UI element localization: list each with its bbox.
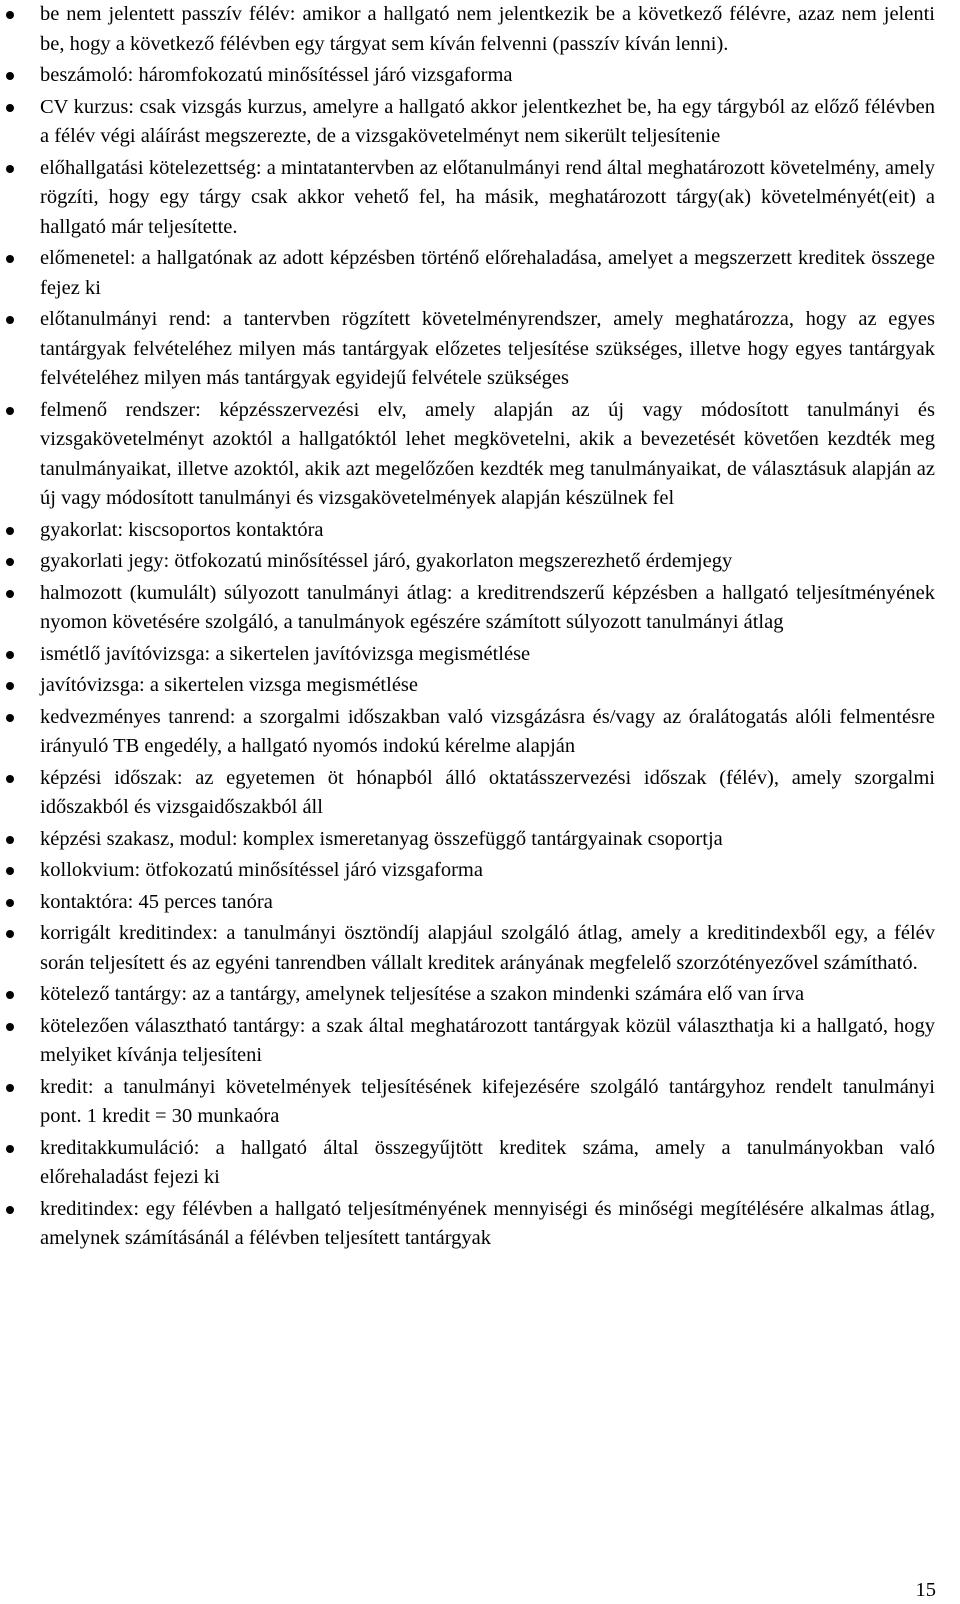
glossary-item-text: korrigált kreditindex: a tanulmányi ösztöndíj alapjául szolgáló átlag, amely a kreditindexből egy, a félév során teljesített és az egyéni tanrendben vállalt kreditek arányának megfelelő szorzótényezővel számítható. [40, 922, 935, 974]
bullet-icon [6, 930, 14, 938]
glossary-item-text: kredit: a tanulmányi követelmények teljesítésének kifejezésére szolgáló tantárgyhoz rendelt tanulmányi pont. 1 kredit = 30 munkaóra [40, 1075, 935, 1127]
glossary-item [40, 764, 935, 823]
glossary-item-text: CV kurzus: csak vizsgás kurzus, amelyre a hallgató akkor jelentkezhet be, ha egy tárgyból az előző félévben a félév végi aláírást megszerezte, de a vizsgakövetelményt nem sikerült teljesítenie [40, 95, 935, 147]
glossary-item-text: előhallgatási kötelezettség: a mintatantervben az előtanulmányi rend által meghatározott követelmény, amely rögzíti, hogy egy tárgy csak akkor vehető fel, ha másik, meghatározott tárgy(ak) követelményét(eit) a hallgató már teljesítette. [40, 156, 935, 238]
glossary-item-text: képzési szakasz, modul: komplex ismeretanyag összefüggő tantárgyainak csoportja [40, 827, 723, 850]
glossary-item-text: ismétlő javítóvizsga: a sikertelen javítóvizsga megismétlése [40, 642, 531, 665]
bullet-icon [6, 1084, 14, 1092]
bullet-icon [6, 104, 14, 112]
glossary-item-text: képzési időszak: az egyetemen öt hónapból álló oktatásszervezési időszak (félév), amely szorgalmi időszakból és vizsgaidőszakból áll [40, 766, 935, 818]
glossary-item [40, 640, 935, 670]
glossary-item-text: kötelezően választható tantárgy: a szak által meghatározott tantárgyak közül választhatja ki a hallgató, hogy melyiket kívánja teljesíteni [40, 1014, 935, 1066]
bullet-icon [6, 165, 14, 173]
bullet-icon [6, 836, 14, 844]
bullet-icon [6, 407, 14, 415]
bullet-icon [6, 991, 14, 999]
glossary-item [40, 244, 935, 303]
bullet-icon [6, 1023, 14, 1031]
glossary-item [40, 856, 935, 886]
glossary-item-text: kedvezményes tanrend: a szorgalmi időszakban való vizsgázásra és/vagy az óralátogatás alóli felmentésre irányuló TB engedély, a hallgató nyomós indokú kérelme alapján [40, 705, 935, 757]
glossary-item-text: kötelező tantárgy: az a tantárgy, amelynek teljesítése a szakon mindenki számára elő van írva [40, 983, 805, 1005]
bullet-icon [6, 651, 14, 659]
glossary-item [40, 1012, 935, 1071]
bullet-icon [6, 682, 14, 690]
glossary-item [40, 305, 935, 394]
bullet-icon [6, 72, 14, 80]
glossary-item-text: halmozott (kumulált) súlyozott tanulmányi átlag: a kreditrendszerű képzésben a hallgató teljesítményének nyomon követésére szolgáló, a tanulmányok egészére számított súlyozott tanulmányi átlag [40, 581, 935, 633]
bullet-icon [6, 255, 14, 263]
glossary-item [40, 825, 935, 855]
glossary-item-text: kontaktóra: 45 perces tanóra [40, 890, 273, 913]
glossary-item [40, 671, 935, 701]
glossary-item-text: gyakorlati jegy: ötfokozatú minősítéssel járó, gyakorlaton megszerezhető érdemjegy [40, 550, 733, 572]
glossary-item-text: kollokvium: ötfokozatú minősítéssel járó vizsgaforma [40, 859, 483, 881]
glossary-item [40, 547, 935, 577]
bullet-icon [6, 11, 14, 19]
glossary-item [40, 919, 935, 978]
bullet-icon [6, 527, 14, 535]
glossary-item [40, 1195, 935, 1254]
bullet-icon [6, 775, 14, 783]
glossary-item-text: felmenő rendszer: képzésszervezési elv, amely alapján az új vagy módosított tanulmányi és vizsgakövetelményt azoktól a hallgatóktól lehet megkövetelni, akik a bevezetését követően kezdték meg tanulmányaikat, illetve azoktól, akik azt megelőzően kezdték meg tanulmányaikat, de választásuk alapján az új vagy módosított tanulmányi és vizsgakövetelmények alapján készülnek fel [40, 398, 935, 509]
bullet-icon [6, 1206, 14, 1214]
bullet-icon [6, 558, 14, 566]
bullet-icon [6, 316, 14, 324]
glossary-item-text: beszámoló: háromfokozatú minősítéssel járó vizsgaforma [40, 64, 513, 86]
glossary-item-text: gyakorlat: kiscsoportos kontaktóra [40, 518, 324, 541]
bullet-icon [6, 1145, 14, 1153]
glossary-item-text: kreditindex: egy félévben a hallgató teljesítményének mennyiségi és minőségi megítélésére alkalmas átlag, amelynek számításánál a félévben teljesített tantárgyak [40, 1197, 935, 1249]
glossary-item-text: előtanulmányi rend: a tantervben rögzített követelményrendszer, amely meghatározza, hogy az egyes tantárgyak felvételéhez milyen más tantárgyak előzetes teljesítése szükséges, illetve hogy egyes tantárgyak felvételéhez milyen más tantárgyak egyidejű felvétele szükséges [40, 308, 935, 389]
glossary-item [40, 154, 935, 243]
bullet-icon [6, 590, 14, 598]
glossary-item [40, 93, 935, 152]
page-number: 15 [915, 1579, 936, 1601]
bullet-icon [6, 899, 14, 907]
bullet-icon [6, 867, 14, 875]
glossary-list [40, 0, 935, 1256]
bullet-icon [6, 714, 14, 722]
glossary-item [40, 1073, 935, 1132]
glossary-item [40, 579, 935, 638]
glossary-item-text: előmenetel: a hallgatónak az adott képzésben történő előrehaladása, amelyet a megszerzett kreditek összege fejez ki [40, 247, 935, 299]
glossary-item-text: javítóvizsga: a sikertelen vizsga megismétlése [40, 674, 418, 696]
glossary-item [40, 703, 935, 762]
glossary-item [40, 888, 935, 918]
glossary-item [40, 516, 935, 546]
glossary-item-text: kreditakkumuláció: a hallgató által összegyűjtött kreditek száma, amely a tanulmányokban való előrehaladást fejezi ki [40, 1136, 935, 1188]
glossary-item [40, 980, 935, 1010]
glossary-item [40, 0, 935, 59]
glossary-item [40, 1134, 935, 1193]
glossary-item [40, 61, 935, 91]
glossary-item-text: be nem jelentett passzív félév: amikor a hallgató nem jelentkezik be a következő félévre, azaz nem jelenti be, hogy a következő félévben egy tárgyat sem kíván felvenni (passzív kíván lenni). [40, 3, 935, 55]
glossary-item [40, 396, 935, 514]
